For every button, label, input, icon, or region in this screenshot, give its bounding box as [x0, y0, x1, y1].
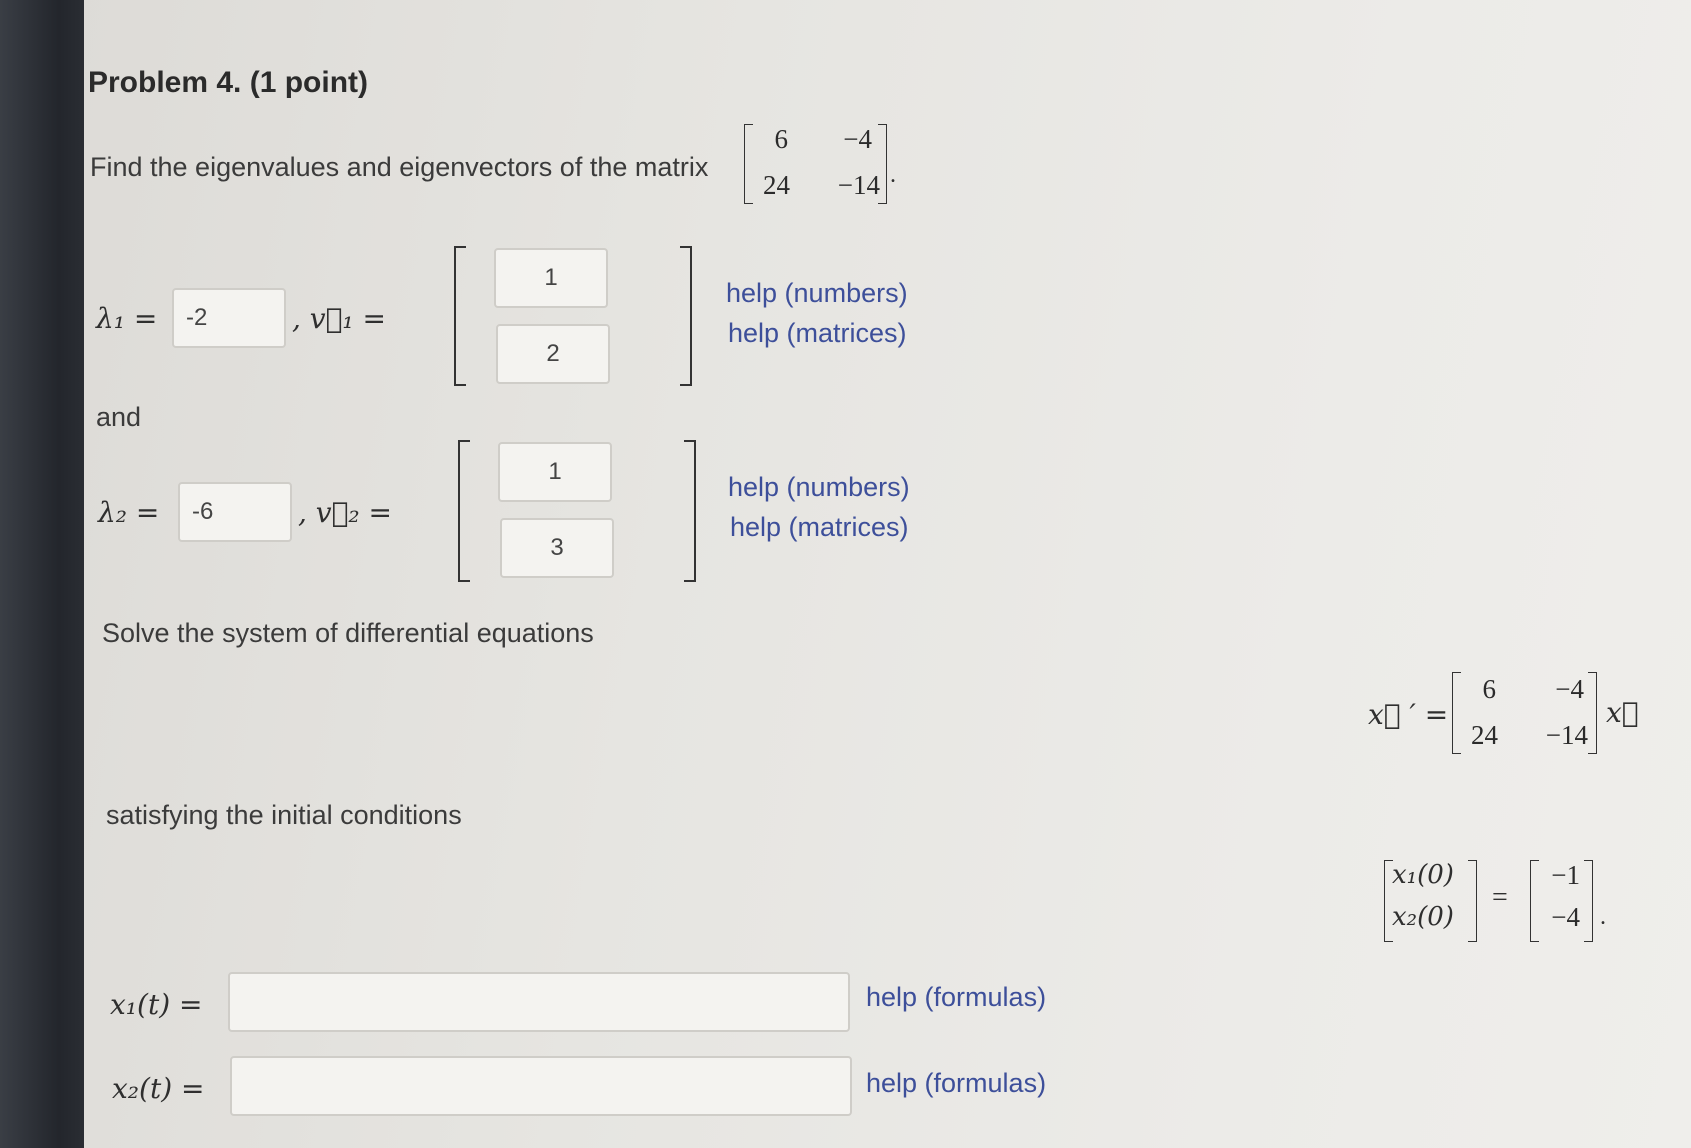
- v1-left-bracket: [454, 246, 466, 386]
- ic-right-bracket-1: [1468, 860, 1477, 942]
- problem-intro: Find the eigenvalues and eigenvectors of the matrix: [90, 152, 709, 182]
- problem-title: Problem 4. (1 point): [88, 66, 369, 99]
- system-rhs-var: x⃗: [1606, 696, 1639, 729]
- v2-top-input[interactable]: 1: [498, 442, 612, 502]
- ic-equals: =: [1492, 882, 1508, 913]
- lambda1-label: λ₁ =: [96, 302, 158, 335]
- x1-input[interactable]: [228, 972, 850, 1032]
- matrix-a22: −14: [837, 170, 880, 200]
- lambda2-input[interactable]: -6: [178, 482, 292, 542]
- matrix-right-bracket: [878, 124, 887, 204]
- and-label: and: [96, 402, 142, 432]
- ic-x1-of-0: x₁(0): [1392, 860, 1454, 890]
- help-numbers-link-1[interactable]: help (numbers): [726, 278, 908, 308]
- left-edge-shadow: [0, 0, 84, 1148]
- ic-period: .: [1600, 904, 1606, 930]
- system-a12: −4: [1555, 674, 1584, 704]
- x2-input[interactable]: [230, 1056, 852, 1116]
- ic-value-bottom: −4: [1551, 902, 1580, 932]
- lambda2-label: λ₂ =: [98, 496, 160, 529]
- help-matrices-link-2[interactable]: help (matrices): [730, 512, 909, 542]
- ic-right-bracket-2: [1584, 860, 1593, 942]
- help-formulas-link-2[interactable]: help (formulas): [866, 1068, 1047, 1098]
- matrix-a11: 6: [774, 124, 788, 154]
- v2-left-bracket: [458, 440, 470, 582]
- system-a11: 6: [1482, 674, 1496, 704]
- matrix-period: .: [890, 162, 896, 188]
- v2-label: , v⃗₂ =: [298, 496, 393, 529]
- v1-bottom-input[interactable]: 2: [496, 324, 610, 384]
- help-numbers-link-2[interactable]: help (numbers): [728, 472, 910, 502]
- system-heading: Solve the system of differential equations: [102, 618, 594, 648]
- help-matrices-link-1[interactable]: help (matrices): [728, 318, 907, 348]
- system-matrix-right-bracket: [1588, 672, 1597, 754]
- x2-label: x₂(t) =: [112, 1072, 205, 1105]
- system-a22: −14: [1545, 720, 1588, 750]
- initial-conditions-heading: satisfying the initial conditions: [106, 800, 462, 830]
- matrix-a21: 24: [763, 170, 790, 200]
- ic-value-top: −1: [1551, 860, 1580, 890]
- v1-right-bracket: [680, 246, 692, 386]
- v2-bottom-input[interactable]: 3: [500, 518, 614, 578]
- v2-right-bracket: [684, 440, 696, 582]
- v1-label: , v⃗₁ =: [292, 302, 387, 335]
- matrix-a12: −4: [843, 124, 872, 154]
- help-formulas-link-1[interactable]: help (formulas): [866, 982, 1047, 1012]
- lambda1-input[interactable]: -2: [172, 288, 286, 348]
- x1-label: x₁(t) =: [110, 988, 203, 1021]
- system-a21: 24: [1471, 720, 1498, 750]
- system-lhs: x⃗ ′ =: [1368, 698, 1449, 731]
- v1-top-input[interactable]: 1: [494, 248, 608, 308]
- ic-x2-of-0: x₂(0): [1392, 902, 1454, 932]
